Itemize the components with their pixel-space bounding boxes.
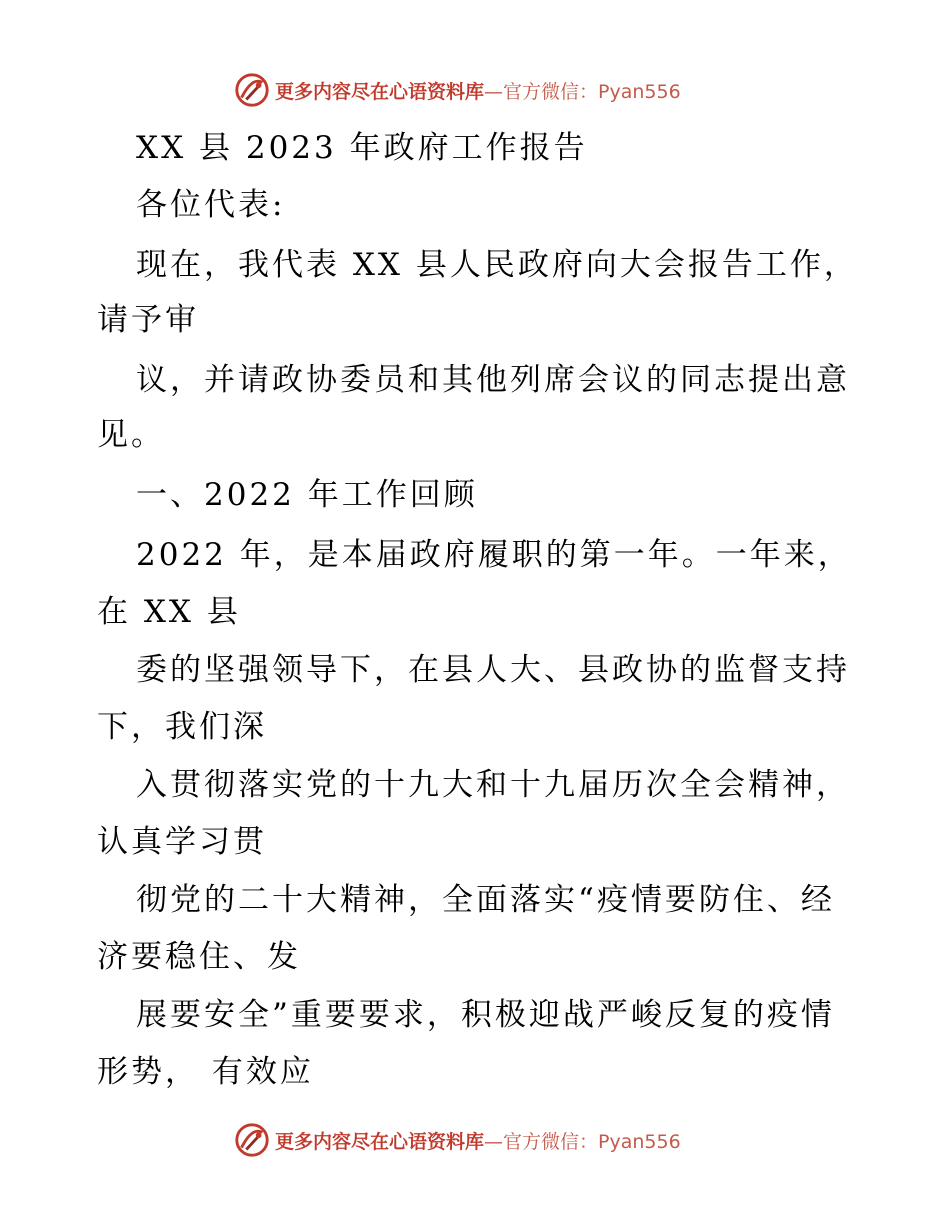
- banner-contact-text: —官方微信：Pyan556: [484, 80, 681, 103]
- salutation: 各位代表:: [136, 187, 286, 223]
- logo-icon: [233, 71, 271, 109]
- document-title: XX 县 2023 年政府工作报告: [136, 130, 588, 166]
- text-line: 展要安全”重要要求，积极迎战严峻反复的疫情: [136, 997, 835, 1033]
- footer-banner: [233, 1120, 681, 1160]
- text-line: 委的坚强领导下，在县人大、县政协的监督支持: [136, 652, 850, 688]
- text-line: 议，并请政协委员和其他列席会议的同志提出意: [136, 362, 850, 398]
- text-line: 2022 年，是本届政府履职的第一年。一年来，: [136, 537, 852, 573]
- header-banner: [233, 70, 681, 110]
- text-line: 济要稳住、发: [97, 939, 301, 975]
- banner-lead-text: 更多内容尽在心语资料库: [275, 1130, 485, 1153]
- text-line: 下，我们深: [97, 709, 267, 745]
- text-line: 现在，我代表 XX 县人民政府向大会报告工作，: [136, 247, 858, 283]
- text-line: 形势， 有效应: [97, 1054, 314, 1090]
- text-line: 在 XX 县: [97, 594, 241, 630]
- banner-contact-text: —官方微信：Pyan556: [484, 1130, 681, 1153]
- section-heading: 一、2022 年工作回顾: [136, 477, 478, 513]
- text-line: 入贯彻落实党的十九大和十九届历次全会精神，: [136, 767, 850, 803]
- text-line: 请予审: [97, 302, 199, 338]
- text-line: 彻党的二十大精神，全面落实“疫情要防住、经: [136, 882, 835, 918]
- banner-lead-text: 更多内容尽在心语资料库: [275, 80, 485, 103]
- text-line: 见。: [97, 417, 165, 453]
- text-line: 认真学习贯: [97, 824, 267, 860]
- logo-icon: [233, 1121, 271, 1159]
